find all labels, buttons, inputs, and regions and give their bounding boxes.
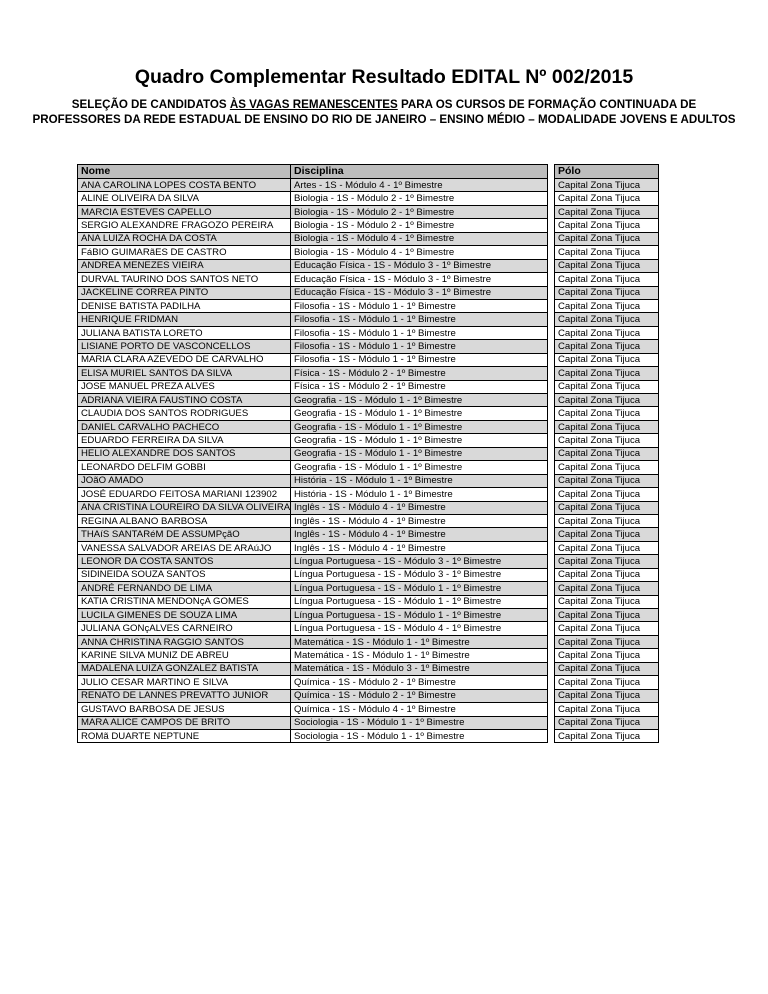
cell-polo: Capital Zona Tijuca [555, 703, 659, 716]
table-row [78, 380, 294, 393]
table-row [555, 488, 659, 501]
cell-nome: MARIA CLARA AZEVEDO DE CARVALHO [78, 353, 294, 366]
cell-disciplina: Biologia - 1S - Módulo 4 - 1º Bimestre [291, 232, 548, 245]
table-row [555, 434, 659, 447]
cell-disciplina: Biologia - 1S - Módulo 2 - 1º Bimestre [291, 205, 548, 218]
cell-nome: MADALENA LUIZA GONZALEZ BATISTA [78, 662, 294, 675]
cell-nome: JOSÉ EDUARDO FEITOSA MARIANI 123902 [78, 488, 294, 501]
table-row [555, 232, 659, 245]
table-row [291, 407, 548, 420]
cell-nome: ANA CRISTINA LOUREIRO DA SILVA OLIVEIRA [78, 501, 294, 514]
cell-nome: SERGIO ALEXANDRE FRAGOZO PEREIRA [78, 219, 294, 232]
table-row [291, 273, 548, 286]
cell-polo: Capital Zona Tijuca [555, 286, 659, 299]
cell-disciplina: Química - 1S - Módulo 2 - 1º Bimestre [291, 676, 548, 689]
table-row [78, 635, 294, 648]
table-row [555, 514, 659, 527]
table-row [555, 420, 659, 433]
cell-disciplina: Geografia - 1S - Módulo 1 - 1º Bimestre [291, 420, 548, 433]
cell-polo: Capital Zona Tijuca [555, 246, 659, 259]
table-row [555, 273, 659, 286]
table-row [291, 394, 548, 407]
table-row [291, 622, 548, 635]
cell-polo: Capital Zona Tijuca [555, 729, 659, 742]
table-row [78, 246, 294, 259]
subtitle-underlined: ÀS VAGAS REMANESCENTES [229, 98, 398, 111]
table-row [291, 447, 548, 460]
table-row [78, 367, 294, 380]
table-row [78, 488, 294, 501]
document-title: Quadro Complementar Resultado EDITAL Nº 002/2015 [134, 66, 634, 88]
table-row [291, 326, 548, 339]
cell-disciplina: Educação Física - 1S - Módulo 3 - 1º Bimestre [291, 259, 548, 272]
subtitle-part1: SELEÇÃO DE CANDIDATOS [71, 98, 230, 111]
cell-polo: Capital Zona Tijuca [555, 622, 659, 635]
table-row [555, 461, 659, 474]
cell-disciplina: Matemática - 1S - Módulo 3 - 1º Bimestre [291, 662, 548, 675]
table-row [291, 179, 548, 192]
table-row [555, 568, 659, 581]
cell-disciplina: Inglês - 1S - Módulo 4 - 1º Bimestre [291, 501, 548, 514]
cell-disciplina: Filosofia - 1S - Módulo 1 - 1º Bimestre [291, 313, 548, 326]
cell-nome: LUCILA GIMENES DE SOUZA LIMA [78, 609, 294, 622]
table-row [555, 353, 659, 366]
cell-nome: EDUARDO FERREIRA DA SILVA [78, 434, 294, 447]
table-row [78, 340, 294, 353]
table-row [555, 595, 659, 608]
header-nome: Nome [78, 165, 294, 179]
table-row [555, 622, 659, 635]
table-row [291, 434, 548, 447]
cell-disciplina: Filosofia - 1S - Módulo 1 - 1º Bimestre [291, 340, 548, 353]
table-row [291, 501, 548, 514]
cell-polo: Capital Zona Tijuca [555, 259, 659, 272]
table-row [555, 582, 659, 595]
cell-polo: Capital Zona Tijuca [555, 420, 659, 433]
cell-disciplina: Física - 1S - Módulo 2 - 1º Bimestre [291, 367, 548, 380]
table-row [291, 205, 548, 218]
cell-disciplina: Geografia - 1S - Módulo 1 - 1º Bimestre [291, 394, 548, 407]
cell-nome: LEONOR DA COSTA SANTOS [78, 555, 294, 568]
table-row [78, 622, 294, 635]
cell-nome: ELISA MURIEL SANTOS DA SILVA [78, 367, 294, 380]
table-row [78, 219, 294, 232]
cell-disciplina: Inglês - 1S - Módulo 4 - 1º Bimestre [291, 541, 548, 554]
cell-polo: Capital Zona Tijuca [555, 447, 659, 460]
cell-disciplina: Língua Portuguesa - 1S - Módulo 4 - 1º Bimestre [291, 622, 548, 635]
cell-disciplina: Biologia - 1S - Módulo 2 - 1º Bimestre [291, 219, 548, 232]
table-row [555, 205, 659, 218]
table-row [78, 192, 294, 205]
table-row [291, 313, 548, 326]
table-row [291, 246, 548, 259]
cell-nome: ANNA CHRISTINA RAGGIO SANTOS [78, 635, 294, 648]
table-row [78, 461, 294, 474]
cell-disciplina: Química - 1S - Módulo 4 - 1º Bimestre [291, 703, 548, 716]
cell-polo: Capital Zona Tijuca [555, 649, 659, 662]
cell-nome: DENISE BATISTA PADILHA [78, 299, 294, 312]
cell-disciplina: Educação Física - 1S - Módulo 3 - 1º Bimestre [291, 286, 548, 299]
table-row [78, 420, 294, 433]
table-row [555, 340, 659, 353]
cell-nome: HENRIQUE FRIDMAN [78, 313, 294, 326]
cell-polo: Capital Zona Tijuca [555, 192, 659, 205]
table-row [555, 609, 659, 622]
cell-polo: Capital Zona Tijuca [555, 662, 659, 675]
cell-polo: Capital Zona Tijuca [555, 582, 659, 595]
cell-disciplina: Sociologia - 1S - Módulo 1 - 1º Bimestre [291, 729, 548, 742]
cell-polo: Capital Zona Tijuca [555, 434, 659, 447]
table-row [78, 689, 294, 702]
table-row [78, 716, 294, 729]
table-row [291, 676, 548, 689]
table-row [555, 367, 659, 380]
header-disciplina: Disciplina [291, 165, 548, 179]
cell-nome: GUSTAVO BARBOSA DE JESUS [78, 703, 294, 716]
table-row [291, 380, 548, 393]
table-row [291, 219, 548, 232]
cell-nome: MARCIA ESTEVES CAPELLO [78, 205, 294, 218]
table-row [78, 434, 294, 447]
table-row [291, 367, 548, 380]
table-row [78, 595, 294, 608]
table-row [291, 286, 548, 299]
cell-disciplina: Biologia - 1S - Módulo 4 - 1º Bimestre [291, 246, 548, 259]
table-row [291, 474, 548, 487]
cell-nome: KARINE SILVA MUNIZ DE ABREU [78, 649, 294, 662]
table-row [291, 461, 548, 474]
cell-nome: THAíS SANTARéM DE ASSUMPçãO [78, 528, 294, 541]
cell-disciplina: História - 1S - Módulo 1 - 1º Bimestre [291, 488, 548, 501]
table-row [78, 703, 294, 716]
table-row [78, 205, 294, 218]
table-row [291, 609, 548, 622]
header-polo: Pólo [555, 165, 659, 179]
table-row [291, 353, 548, 366]
cell-polo: Capital Zona Tijuca [555, 407, 659, 420]
cell-nome: JULIO CESAR MARTINO E SILVA [78, 676, 294, 689]
table-row [555, 380, 659, 393]
table-row [291, 541, 548, 554]
cell-nome: SIDINEIDA SOUZA SANTOS [78, 568, 294, 581]
table-row [555, 501, 659, 514]
table-row [78, 609, 294, 622]
polo-table [554, 164, 659, 743]
table-row [78, 394, 294, 407]
cell-polo: Capital Zona Tijuca [555, 541, 659, 554]
cell-disciplina: Filosofia - 1S - Módulo 1 - 1º Bimestre [291, 353, 548, 366]
cell-nome: FáBIO GUIMARãES DE CASTRO [78, 246, 294, 259]
cell-nome: RENATO DE LANNES PREVATTO JUNIOR [78, 689, 294, 702]
cell-polo: Capital Zona Tijuca [555, 676, 659, 689]
cell-nome: DURVAL TAURINO DOS SANTOS NETO [78, 273, 294, 286]
cell-nome: ROMã DUARTE NEPTUNE [78, 729, 294, 742]
cell-polo: Capital Zona Tijuca [555, 501, 659, 514]
cell-disciplina: Física - 1S - Módulo 2 - 1º Bimestre [291, 380, 548, 393]
cell-nome: LEONARDO DELFIM GOBBI [78, 461, 294, 474]
table-row [555, 179, 659, 192]
table-row [291, 514, 548, 527]
table-row [78, 407, 294, 420]
table-row [78, 528, 294, 541]
cell-nome: ANA LUIZA ROCHA DA COSTA [78, 232, 294, 245]
table-row [555, 528, 659, 541]
table-row [78, 259, 294, 272]
cell-nome: ADRIANA VIEIRA FAUSTINO COSTA [78, 394, 294, 407]
cell-nome: MARA ALICE CAMPOS DE BRITO [78, 716, 294, 729]
table-row [555, 541, 659, 554]
cell-disciplina: Inglês - 1S - Módulo 4 - 1º Bimestre [291, 528, 548, 541]
table-row [555, 635, 659, 648]
table-row [78, 447, 294, 460]
table-row [291, 716, 548, 729]
cell-nome: JOãO AMADO [78, 474, 294, 487]
cell-polo: Capital Zona Tijuca [555, 689, 659, 702]
cell-polo: Capital Zona Tijuca [555, 380, 659, 393]
table-row [555, 394, 659, 407]
cell-disciplina: História - 1S - Módulo 1 - 1º Bimestre [291, 474, 548, 487]
cell-polo: Capital Zona Tijuca [555, 595, 659, 608]
cell-disciplina: Filosofia - 1S - Módulo 1 - 1º Bimestre [291, 299, 548, 312]
table-row [555, 689, 659, 702]
cell-polo: Capital Zona Tijuca [555, 367, 659, 380]
table-row [78, 179, 294, 192]
table-row [291, 662, 548, 675]
document-subtitle [30, 97, 738, 127]
table-row [78, 299, 294, 312]
table-row [291, 192, 548, 205]
cell-polo: Capital Zona Tijuca [555, 326, 659, 339]
table-row [291, 528, 548, 541]
table-row [555, 246, 659, 259]
table-row [78, 514, 294, 527]
table-row [78, 286, 294, 299]
table-row [291, 649, 548, 662]
table-row [78, 676, 294, 689]
cell-polo: Capital Zona Tijuca [555, 488, 659, 501]
cell-disciplina: Língua Portuguesa - 1S - Módulo 1 - 1º Bimestre [291, 595, 548, 608]
table-row [78, 474, 294, 487]
cell-disciplina: Geografia - 1S - Módulo 1 - 1º Bimestre [291, 461, 548, 474]
table-row [291, 729, 548, 742]
cell-disciplina: Sociologia - 1S - Módulo 1 - 1º Bimestre [291, 716, 548, 729]
table-row [555, 447, 659, 460]
cell-nome: JOSE MANUEL PREZA ALVES [78, 380, 294, 393]
cell-polo: Capital Zona Tijuca [555, 461, 659, 474]
table-row [291, 299, 548, 312]
cell-polo: Capital Zona Tijuca [555, 340, 659, 353]
table-row [291, 340, 548, 353]
table-row [78, 273, 294, 286]
table-row [555, 662, 659, 675]
table-row [291, 582, 548, 595]
table-row [555, 729, 659, 742]
table-row [555, 555, 659, 568]
table-row [78, 662, 294, 675]
cell-nome: ANDREA MENEZES VIEIRA [78, 259, 294, 272]
table-row [291, 568, 548, 581]
cell-disciplina: Artes - 1S - Módulo 4 - 1º Bimestre [291, 179, 548, 192]
table-row [555, 649, 659, 662]
table-row [78, 729, 294, 742]
cell-polo: Capital Zona Tijuca [555, 313, 659, 326]
cell-polo: Capital Zona Tijuca [555, 205, 659, 218]
cell-disciplina: Geografia - 1S - Módulo 1 - 1º Bimestre [291, 407, 548, 420]
cell-nome: JULIANA BATISTA LORETO [78, 326, 294, 339]
cell-nome: LISIANE PORTO DE VASCONCELLOS [78, 340, 294, 353]
table-row [78, 313, 294, 326]
table-row [555, 407, 659, 420]
cell-polo: Capital Zona Tijuca [555, 716, 659, 729]
cell-polo: Capital Zona Tijuca [555, 232, 659, 245]
table-row [291, 689, 548, 702]
table-row [291, 488, 548, 501]
cell-polo: Capital Zona Tijuca [555, 635, 659, 648]
cell-disciplina: Língua Portuguesa - 1S - Módulo 3 - 1º Bimestre [291, 555, 548, 568]
cell-polo: Capital Zona Tijuca [555, 609, 659, 622]
subtitle-part2: PARA OS CURSOS DE FORMAÇÃO CONTINUADA DE PROFESSORES DA REDE ESTADUAL DE ENSINO DO RIO DE JANEIRO – ENSINO MÉDIO – MODALIDADE JOVENS E ADULTOS [32, 98, 736, 126]
cell-disciplina: Língua Portuguesa - 1S - Módulo 3 - 1º Bimestre [291, 568, 548, 581]
cell-disciplina: Língua Portuguesa - 1S - Módulo 1 - 1º Bimestre [291, 582, 548, 595]
cell-nome: CLAUDIA DOS SANTOS RODRIGUES [78, 407, 294, 420]
table-row [291, 595, 548, 608]
table-row [555, 299, 659, 312]
cell-nome: JACKELINE CORREA PINTO [78, 286, 294, 299]
cell-nome: JULIANA GONçALVES CARNEIRO [78, 622, 294, 635]
table-row [78, 541, 294, 554]
cell-nome: DANIEL CARVALHO PACHECO [78, 420, 294, 433]
table-row [78, 326, 294, 339]
table-row [291, 635, 548, 648]
table-row [78, 501, 294, 514]
table-row [555, 286, 659, 299]
table-row [555, 703, 659, 716]
cell-nome: HELIO ALEXANDRE DOS SANTOS [78, 447, 294, 460]
cell-disciplina: Química - 1S - Módulo 2 - 1º Bimestre [291, 689, 548, 702]
cell-polo: Capital Zona Tijuca [555, 568, 659, 581]
table-row [555, 219, 659, 232]
table-row [78, 555, 294, 568]
cell-nome: ANDRÉ FERNANDO DE LIMA [78, 582, 294, 595]
cell-disciplina: Inglês - 1S - Módulo 4 - 1º Bimestre [291, 514, 548, 527]
cell-nome: KATIA CRISTINA MENDONçA GOMES [78, 595, 294, 608]
cell-disciplina: Matemática - 1S - Módulo 1 - 1º Bimestre [291, 649, 548, 662]
cell-nome: ANA CAROLINA LOPES COSTA BENTO [78, 179, 294, 192]
cell-nome: VANESSA SALVADOR AREIAS DE ARAúJO [78, 541, 294, 554]
cell-disciplina: Língua Portuguesa - 1S - Módulo 1 - 1º Bimestre [291, 609, 548, 622]
cell-polo: Capital Zona Tijuca [555, 353, 659, 366]
disciplina-table [290, 164, 548, 743]
table-row [291, 232, 548, 245]
table-row [555, 716, 659, 729]
table-row [555, 313, 659, 326]
table-row [555, 192, 659, 205]
cell-polo: Capital Zona Tijuca [555, 219, 659, 232]
cell-disciplina: Educação Física - 1S - Módulo 3 - 1º Bimestre [291, 273, 548, 286]
cell-polo: Capital Zona Tijuca [555, 555, 659, 568]
table-row [555, 326, 659, 339]
cell-nome: REGINA ALBANO BARBOSA [78, 514, 294, 527]
table-row [555, 676, 659, 689]
cell-disciplina: Matemática - 1S - Módulo 1 - 1º Bimestre [291, 635, 548, 648]
table-row [78, 582, 294, 595]
cell-disciplina: Filosofia - 1S - Módulo 1 - 1º Bimestre [291, 326, 548, 339]
cell-polo: Capital Zona Tijuca [555, 474, 659, 487]
table-row [555, 474, 659, 487]
cell-polo: Capital Zona Tijuca [555, 394, 659, 407]
cell-polo: Capital Zona Tijuca [555, 514, 659, 527]
table-row [291, 420, 548, 433]
cell-polo: Capital Zona Tijuca [555, 528, 659, 541]
table-row [291, 555, 548, 568]
table-row [555, 259, 659, 272]
cell-nome: ALINE OLIVEIRA DA SILVA [78, 192, 294, 205]
table-row [291, 703, 548, 716]
cell-disciplina: Geografia - 1S - Módulo 1 - 1º Bimestre [291, 434, 548, 447]
table-row [78, 232, 294, 245]
table-row [78, 649, 294, 662]
cell-polo: Capital Zona Tijuca [555, 273, 659, 286]
table-row [291, 259, 548, 272]
nome-table [77, 164, 294, 743]
cell-polo: Capital Zona Tijuca [555, 299, 659, 312]
cell-polo: Capital Zona Tijuca [555, 179, 659, 192]
cell-disciplina: Biologia - 1S - Módulo 2 - 1º Bimestre [291, 192, 548, 205]
cell-disciplina: Geografia - 1S - Módulo 1 - 1º Bimestre [291, 447, 548, 460]
table-row [78, 568, 294, 581]
table-row [78, 353, 294, 366]
